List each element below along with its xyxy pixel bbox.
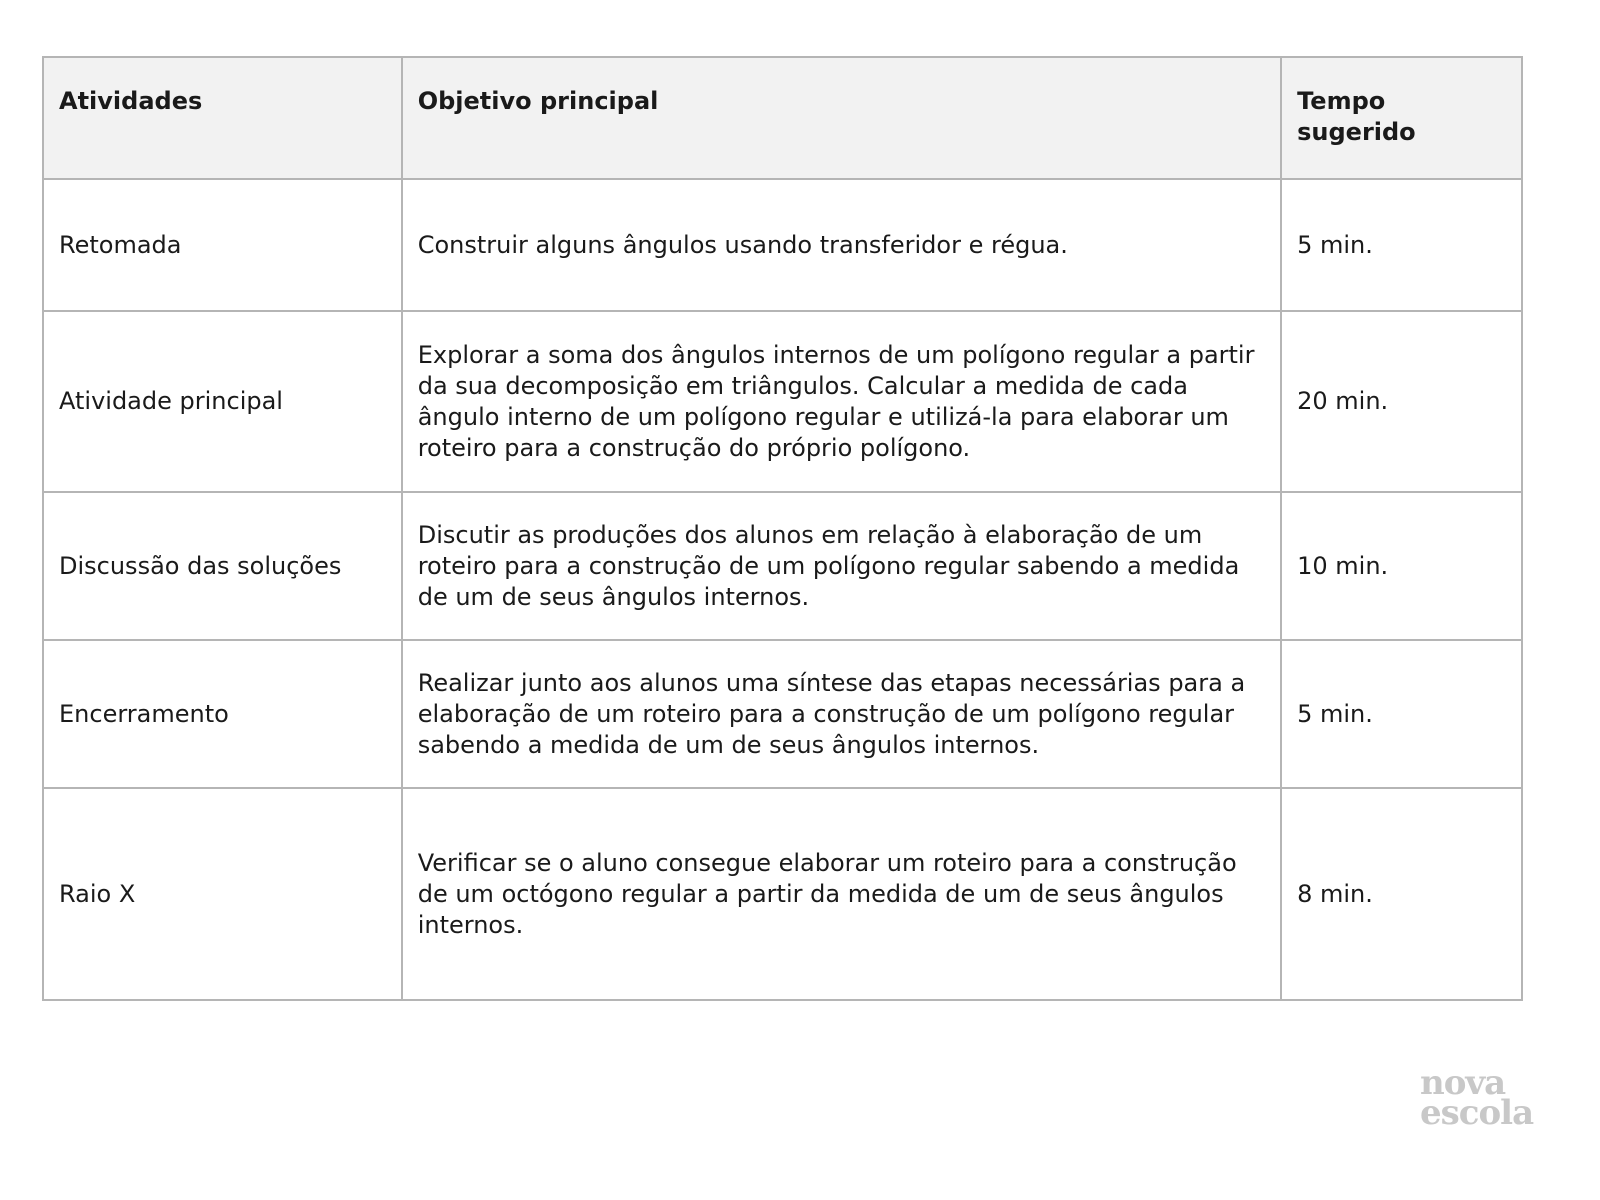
activity-cell: Retomada <box>43 179 402 311</box>
activity-cell: Atividade principal <box>43 311 402 492</box>
table-row <box>43 788 1522 1000</box>
table-row <box>43 311 1522 492</box>
time-cell: 8 min. <box>1281 788 1522 1000</box>
time-cell: 5 min. <box>1281 640 1522 788</box>
lesson-plan-table <box>42 56 1523 1001</box>
objective-cell: Realizar junto aos alunos uma síntese das etapas necessárias para a elaboração de um roteiro para a construção de um polígono regular sabendo a medida de um de seus ângulos internos. <box>402 640 1281 788</box>
table-row <box>43 179 1522 311</box>
header-time: Tempo sugerido <box>1281 57 1522 179</box>
table-header-row <box>43 57 1522 179</box>
nova-escola-logo: nova escola <box>1420 1063 1534 1133</box>
objective-cell: Construir alguns ângulos usando transferidor e régua. <box>402 179 1281 311</box>
header-activities: Atividades <box>43 57 402 179</box>
header-objective: Objetivo principal <box>402 57 1281 179</box>
activity-cell: Discussão das soluções <box>43 492 402 640</box>
activity-cell: Encerramento <box>43 640 402 788</box>
objective-cell: Verificar se o aluno consegue elaborar um roteiro para a construção de um octógono regular a partir da medida de um de seus ângulos internos. <box>402 788 1281 1000</box>
objective-cell: Discutir as produções dos alunos em relação à elaboração de um roteiro para a construção de um polígono regular sabendo a medida de um de seus ângulos internos. <box>402 492 1281 640</box>
activity-cell: Raio X <box>43 788 402 1000</box>
time-cell: 10 min. <box>1281 492 1522 640</box>
table-row <box>43 640 1522 788</box>
time-cell: 20 min. <box>1281 311 1522 492</box>
time-cell: 5 min. <box>1281 179 1522 311</box>
table-row <box>43 492 1522 640</box>
objective-cell: Explorar a soma dos ângulos internos de um polígono regular a partir da sua decomposição em triângulos. Calcular a medida de cada ângulo interno de um polígono regular e utilizá-la para elaborar um roteiro para a construção do próprio polígono. <box>402 311 1281 492</box>
